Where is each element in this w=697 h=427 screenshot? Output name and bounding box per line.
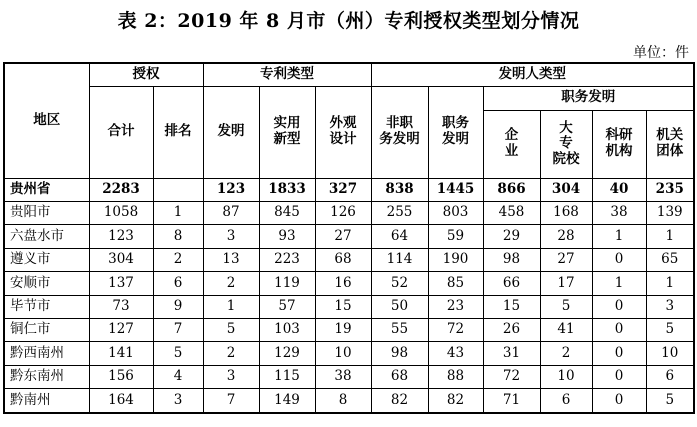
value-cell: 458 bbox=[483, 201, 540, 224]
value-cell: 8 bbox=[153, 225, 203, 248]
value-cell: 13 bbox=[203, 248, 259, 271]
value-cell: 2283 bbox=[89, 178, 153, 201]
value-cell: 28 bbox=[540, 225, 592, 248]
value-cell: 149 bbox=[259, 389, 315, 413]
value-cell: 2 bbox=[540, 342, 592, 365]
value-cell: 137 bbox=[89, 272, 153, 295]
value-cell: 23 bbox=[428, 295, 483, 318]
region-cell: 毕节市 bbox=[4, 295, 89, 318]
value-cell: 57 bbox=[259, 295, 315, 318]
value-cell: 0 bbox=[592, 248, 646, 271]
value-cell: 1 bbox=[203, 295, 259, 318]
value-cell: 304 bbox=[89, 248, 153, 271]
region-cell: 安顺市 bbox=[4, 272, 89, 295]
value-cell: 1 bbox=[646, 225, 694, 248]
value-cell: 6 bbox=[540, 389, 592, 413]
table-row bbox=[4, 272, 694, 295]
value-cell: 1058 bbox=[89, 201, 153, 224]
value-cell: 93 bbox=[259, 225, 315, 248]
value-cell: 327 bbox=[315, 178, 371, 201]
value-cell: 88 bbox=[428, 365, 483, 388]
value-cell: 3 bbox=[153, 389, 203, 413]
value-cell: 0 bbox=[592, 342, 646, 365]
header-total: 合计 bbox=[89, 86, 153, 178]
value-cell: 2 bbox=[203, 272, 259, 295]
value-cell: 68 bbox=[371, 365, 428, 388]
value-cell: 82 bbox=[371, 389, 428, 413]
value-cell: 139 bbox=[646, 201, 694, 224]
value-cell: 5 bbox=[646, 319, 694, 342]
value-cell: 5 bbox=[540, 295, 592, 318]
value-cell: 29 bbox=[483, 225, 540, 248]
region-cell: 贵州省 bbox=[4, 178, 89, 201]
table-row bbox=[4, 365, 694, 388]
value-cell: 156 bbox=[89, 365, 153, 388]
value-cell: 68 bbox=[315, 248, 371, 271]
region-cell: 遵义市 bbox=[4, 248, 89, 271]
value-cell: 7 bbox=[203, 389, 259, 413]
value-cell: 3 bbox=[203, 225, 259, 248]
value-cell: 8 bbox=[315, 389, 371, 413]
page-title: 表 2：2019 年 8 月市（州）专利授权类型划分情况 bbox=[117, 10, 580, 32]
value-cell: 72 bbox=[483, 365, 540, 388]
value-cell: 10 bbox=[540, 365, 592, 388]
value-cell: 7 bbox=[153, 319, 203, 342]
region-cell: 铜仁市 bbox=[4, 319, 89, 342]
table-row bbox=[4, 389, 694, 413]
value-cell: 103 bbox=[259, 319, 315, 342]
value-cell: 71 bbox=[483, 389, 540, 413]
header-duty-invention: 职务发明 bbox=[483, 86, 694, 110]
value-cell: 52 bbox=[371, 272, 428, 295]
table-row bbox=[4, 295, 694, 318]
table-row bbox=[4, 225, 694, 248]
value-cell: 27 bbox=[315, 225, 371, 248]
value-cell: 3 bbox=[203, 365, 259, 388]
header-enterprise: 企 业 bbox=[483, 110, 540, 178]
value-cell: 304 bbox=[540, 178, 592, 201]
value-cell: 55 bbox=[371, 319, 428, 342]
value-cell: 31 bbox=[483, 342, 540, 365]
value-cell: 72 bbox=[428, 319, 483, 342]
value-cell: 1445 bbox=[428, 178, 483, 201]
value-cell: 127 bbox=[89, 319, 153, 342]
value-cell: 10 bbox=[646, 342, 694, 365]
value-cell: 64 bbox=[371, 225, 428, 248]
value-cell: 141 bbox=[89, 342, 153, 365]
value-cell: 1833 bbox=[259, 178, 315, 201]
value-cell: 114 bbox=[371, 248, 428, 271]
value-cell: 87 bbox=[203, 201, 259, 224]
value-cell: 1 bbox=[153, 201, 203, 224]
value-cell: 235 bbox=[646, 178, 694, 201]
value-cell: 4 bbox=[153, 365, 203, 388]
header-grant: 授权 bbox=[89, 63, 203, 86]
value-cell: 26 bbox=[483, 319, 540, 342]
value-cell: 0 bbox=[592, 295, 646, 318]
value-cell: 5 bbox=[153, 342, 203, 365]
table-row bbox=[4, 248, 694, 271]
value-cell: 38 bbox=[592, 201, 646, 224]
value-cell: 43 bbox=[428, 342, 483, 365]
value-cell: 65 bbox=[646, 248, 694, 271]
value-cell: 255 bbox=[371, 201, 428, 224]
unit-label: 单位：件 bbox=[633, 45, 689, 61]
value-cell: 15 bbox=[315, 295, 371, 318]
value-cell: 838 bbox=[371, 178, 428, 201]
region-cell: 六盘水市 bbox=[4, 225, 89, 248]
value-cell: 2 bbox=[153, 248, 203, 271]
value-cell: 1 bbox=[592, 272, 646, 295]
value-cell: 0 bbox=[592, 319, 646, 342]
value-cell: 66 bbox=[483, 272, 540, 295]
header-non-duty: 非职 务发明 bbox=[371, 86, 428, 178]
header-patent-type: 专利类型 bbox=[203, 63, 371, 86]
header-utility: 实用 新型 bbox=[259, 86, 315, 178]
header-duty: 职务 发明 bbox=[428, 86, 483, 178]
value-cell: 115 bbox=[259, 365, 315, 388]
value-cell bbox=[153, 178, 203, 201]
value-cell: 98 bbox=[371, 342, 428, 365]
value-cell: 164 bbox=[89, 389, 153, 413]
header-college: 大 专 院校 bbox=[540, 110, 592, 178]
value-cell: 16 bbox=[315, 272, 371, 295]
table-row bbox=[4, 201, 694, 224]
value-cell: 40 bbox=[592, 178, 646, 201]
patent-table bbox=[3, 62, 695, 414]
value-cell: 1 bbox=[592, 225, 646, 248]
value-cell: 866 bbox=[483, 178, 540, 201]
value-cell: 129 bbox=[259, 342, 315, 365]
header-region: 地区 bbox=[4, 63, 89, 178]
value-cell: 85 bbox=[428, 272, 483, 295]
value-cell: 119 bbox=[259, 272, 315, 295]
value-cell: 41 bbox=[540, 319, 592, 342]
region-cell: 黔西南州 bbox=[4, 342, 89, 365]
header-invention: 发明 bbox=[203, 86, 259, 178]
value-cell: 845 bbox=[259, 201, 315, 224]
value-cell: 223 bbox=[259, 248, 315, 271]
value-cell: 123 bbox=[203, 178, 259, 201]
value-cell: 5 bbox=[203, 319, 259, 342]
value-cell: 82 bbox=[428, 389, 483, 413]
value-cell: 98 bbox=[483, 248, 540, 271]
value-cell: 5 bbox=[646, 389, 694, 413]
value-cell: 59 bbox=[428, 225, 483, 248]
value-cell: 10 bbox=[315, 342, 371, 365]
table-row bbox=[4, 178, 694, 201]
header-inventor-type: 发明人类型 bbox=[371, 63, 694, 86]
value-cell: 6 bbox=[646, 365, 694, 388]
value-cell: 2 bbox=[203, 342, 259, 365]
value-cell: 17 bbox=[540, 272, 592, 295]
value-cell: 0 bbox=[592, 365, 646, 388]
region-cell: 贵阳市 bbox=[4, 201, 89, 224]
value-cell: 126 bbox=[315, 201, 371, 224]
table-body bbox=[4, 178, 694, 413]
value-cell: 19 bbox=[315, 319, 371, 342]
region-cell: 黔东南州 bbox=[4, 365, 89, 388]
header-design: 外观 设计 bbox=[315, 86, 371, 178]
value-cell: 27 bbox=[540, 248, 592, 271]
header-rank: 排名 bbox=[153, 86, 203, 178]
table-row bbox=[4, 319, 694, 342]
value-cell: 9 bbox=[153, 295, 203, 318]
header-research: 科研 机构 bbox=[592, 110, 646, 178]
value-cell: 50 bbox=[371, 295, 428, 318]
value-cell: 3 bbox=[646, 295, 694, 318]
table-row bbox=[4, 342, 694, 365]
value-cell: 1 bbox=[646, 272, 694, 295]
value-cell: 0 bbox=[592, 389, 646, 413]
value-cell: 15 bbox=[483, 295, 540, 318]
value-cell: 168 bbox=[540, 201, 592, 224]
value-cell: 73 bbox=[89, 295, 153, 318]
value-cell: 38 bbox=[315, 365, 371, 388]
region-cell: 黔南州 bbox=[4, 389, 89, 413]
value-cell: 123 bbox=[89, 225, 153, 248]
value-cell: 190 bbox=[428, 248, 483, 271]
header-institution: 机关 团体 bbox=[646, 110, 694, 178]
value-cell: 6 bbox=[153, 272, 203, 295]
value-cell: 803 bbox=[428, 201, 483, 224]
